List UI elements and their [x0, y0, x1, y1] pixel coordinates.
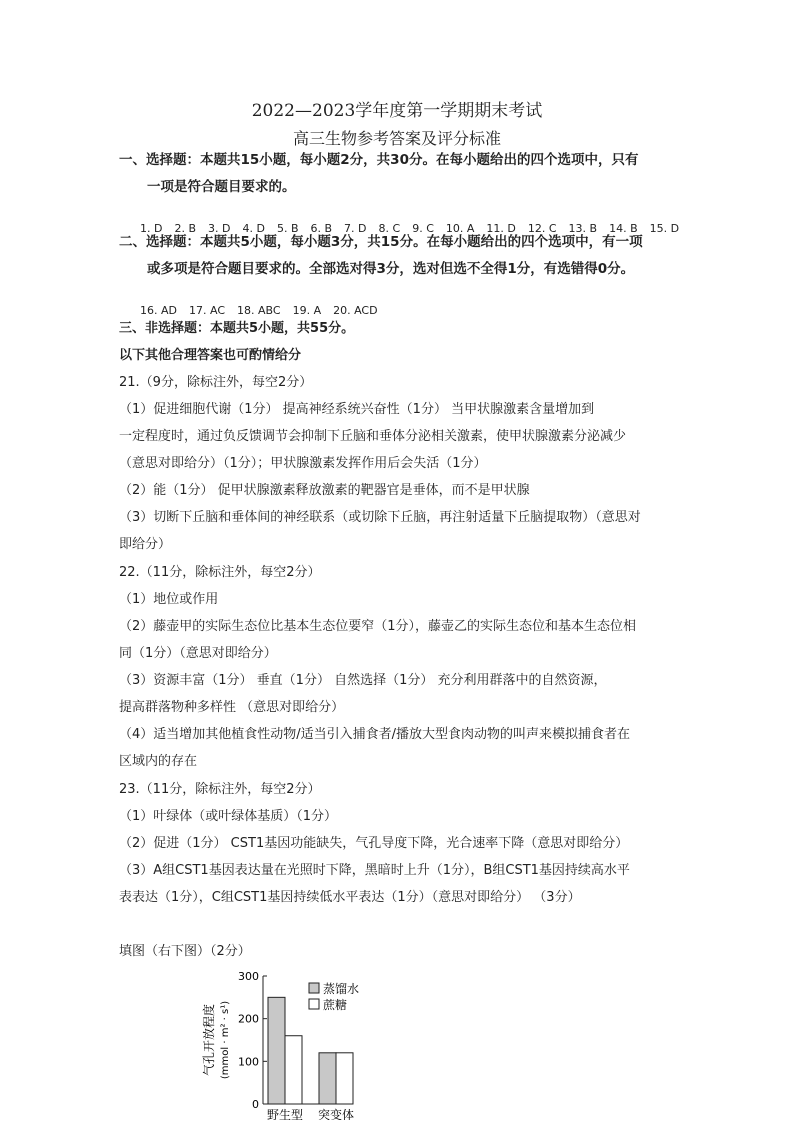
q22-line: （4）适当增加其他植食性动物/适当引入捕食者/播放大型食肉动物的叫声来模拟捕食者在 — [119, 727, 631, 742]
page-title: 2022—2023学年度第一学期期末考试 — [251, 101, 543, 121]
q21-line: （3）切断下丘脑和垂体间的神经联系（或切除下丘脑，再注射适量下丘脑提取物）（意思对 — [119, 510, 641, 525]
q22-line: （2）藤壶甲的实际生态位比基本生态位要窄（1分），藤壶乙的实际生态位和基本生态位相 — [119, 619, 637, 634]
q21-line: （意思对即给分）（1分）；甲状腺激素发挥作用后会失活（1分） — [119, 456, 487, 471]
section2-line2: 或多项是符合题目要求的。全部选对得3分，选对但选不全得1分，有选错得0分。 — [147, 261, 635, 277]
answer: 16. AD — [140, 304, 177, 317]
bar-distilled-water — [268, 997, 285, 1104]
answer: 17. AC — [189, 304, 226, 317]
answer: 9. C — [412, 222, 434, 235]
q21-line: 即给分） — [119, 537, 172, 552]
answer: 10. A — [445, 222, 475, 235]
q22-line: 提高群落物种多样性 （意思对即给分） — [119, 700, 345, 715]
y-axis-unit: (mmol · m² · s¹) — [220, 1000, 231, 1080]
answer: 8. C — [378, 222, 401, 235]
section1-line1: 一、选择题：本题共15小题，每小题2分，共30分。在每小题给出的四个选项中，只有 — [119, 152, 639, 168]
answer: 2. B — [174, 222, 197, 235]
section1-heading — [119, 147, 689, 201]
bar-distilled-water — [319, 1053, 336, 1104]
q22-line: 同（1分）（意思对即给分） — [119, 646, 277, 661]
q21-line: （1）促进细胞代谢（1分） 提高神经系统兴奋性（1分） 当甲状腺激素含量增加到 — [119, 402, 595, 417]
answer: 7. D — [344, 222, 367, 235]
page-subtitle: 高三生物参考答案及评分标准 — [292, 129, 501, 148]
q22-line: 区域内的存在 — [119, 754, 198, 769]
legend-label: 蔗糖 — [323, 998, 348, 1012]
answer: 19. A — [292, 304, 322, 317]
q23-line: （1）叶绿体（或叶绿体基质）（1分） — [119, 809, 338, 824]
q22-line: （1）地位或作用 — [119, 592, 219, 607]
answer: 1. D — [140, 222, 163, 235]
x-category-label: 突变体 — [317, 1108, 355, 1120]
section2-answers — [133, 291, 390, 317]
y-tick-label: 300 — [238, 970, 259, 983]
answer: 15. D — [649, 222, 680, 235]
q23-line: 23.（11分，除标注外，每空2分） — [119, 782, 321, 797]
answer: 5. B — [276, 222, 299, 235]
fill-figure-label: 填图（右下图）（2分） — [119, 944, 251, 959]
bar-sucrose — [336, 1053, 353, 1104]
legend-swatch — [309, 983, 319, 993]
answer: 6. B — [310, 222, 333, 235]
bar-sucrose — [285, 1036, 302, 1104]
y-tick-label: 200 — [238, 1012, 259, 1026]
answer: 13. B — [568, 222, 598, 235]
answer: 4. D — [242, 222, 265, 235]
answer: 12. C — [527, 222, 557, 235]
y-axis-label: 气孔开放程度 — [202, 1003, 216, 1077]
q21-line: 一定程度时，通过负反馈调节会抑制下丘脑和垂体分泌相关激素，使甲状腺激素分泌减少 — [119, 429, 627, 444]
q23-line: （3）A组CST1基因表达量在光照时下降，黑暗时上升（1分），B组CST1基因持续高水平 — [119, 863, 630, 878]
section2-heading — [119, 229, 689, 283]
x-category-label: 野生型 — [266, 1108, 304, 1120]
q22-line: 22.（11分，除标注外，每空2分） — [119, 565, 321, 580]
q22-line: （3）资源丰富（1分） 垂直（1分） 自然选择（1分） 充分利用群落中的自然资源， — [119, 673, 607, 688]
section1-line2: 一项是符合题目要求的。 — [147, 179, 296, 195]
legend-label: 蒸馏水 — [323, 982, 360, 996]
q21-line: 21.（9分，除标注外，每空2分） — [119, 375, 313, 390]
answer: 20. ACD — [333, 304, 378, 317]
stomata-bar-chart — [195, 962, 395, 1120]
y-tick-label: 100 — [238, 1055, 259, 1069]
section3-note: 以下其他合理答案也可酌情给分 — [119, 348, 302, 363]
answer: 18. ABC — [237, 304, 281, 317]
answer: 14. B — [609, 222, 638, 235]
section3-heading: 三、非选择题：本题共5小题，共55分。 — [119, 321, 355, 336]
section2-line1: 二、选择题：本题共5小题，每小题3分，共15分。在每小题给出的四个选项中，有一项 — [119, 234, 643, 250]
legend-swatch — [309, 999, 319, 1009]
answer: 3. D — [208, 222, 231, 235]
answer: 11. D — [486, 222, 516, 235]
q21-line: （2）能（1分） 促甲状腺激素释放激素的靶器官是垂体，而不是甲状腺 — [119, 483, 530, 498]
q23-line: 表表达（1分），C组CST1基因持续低水平表达（1分）（意思对即给分） （3分） — [119, 890, 581, 905]
y-tick-label: 0 — [252, 1098, 259, 1111]
q23-line: （2）促进（1分） CST1基因功能缺失，气孔导度下降，光合速率下降（意思对即给分） — [119, 836, 629, 851]
